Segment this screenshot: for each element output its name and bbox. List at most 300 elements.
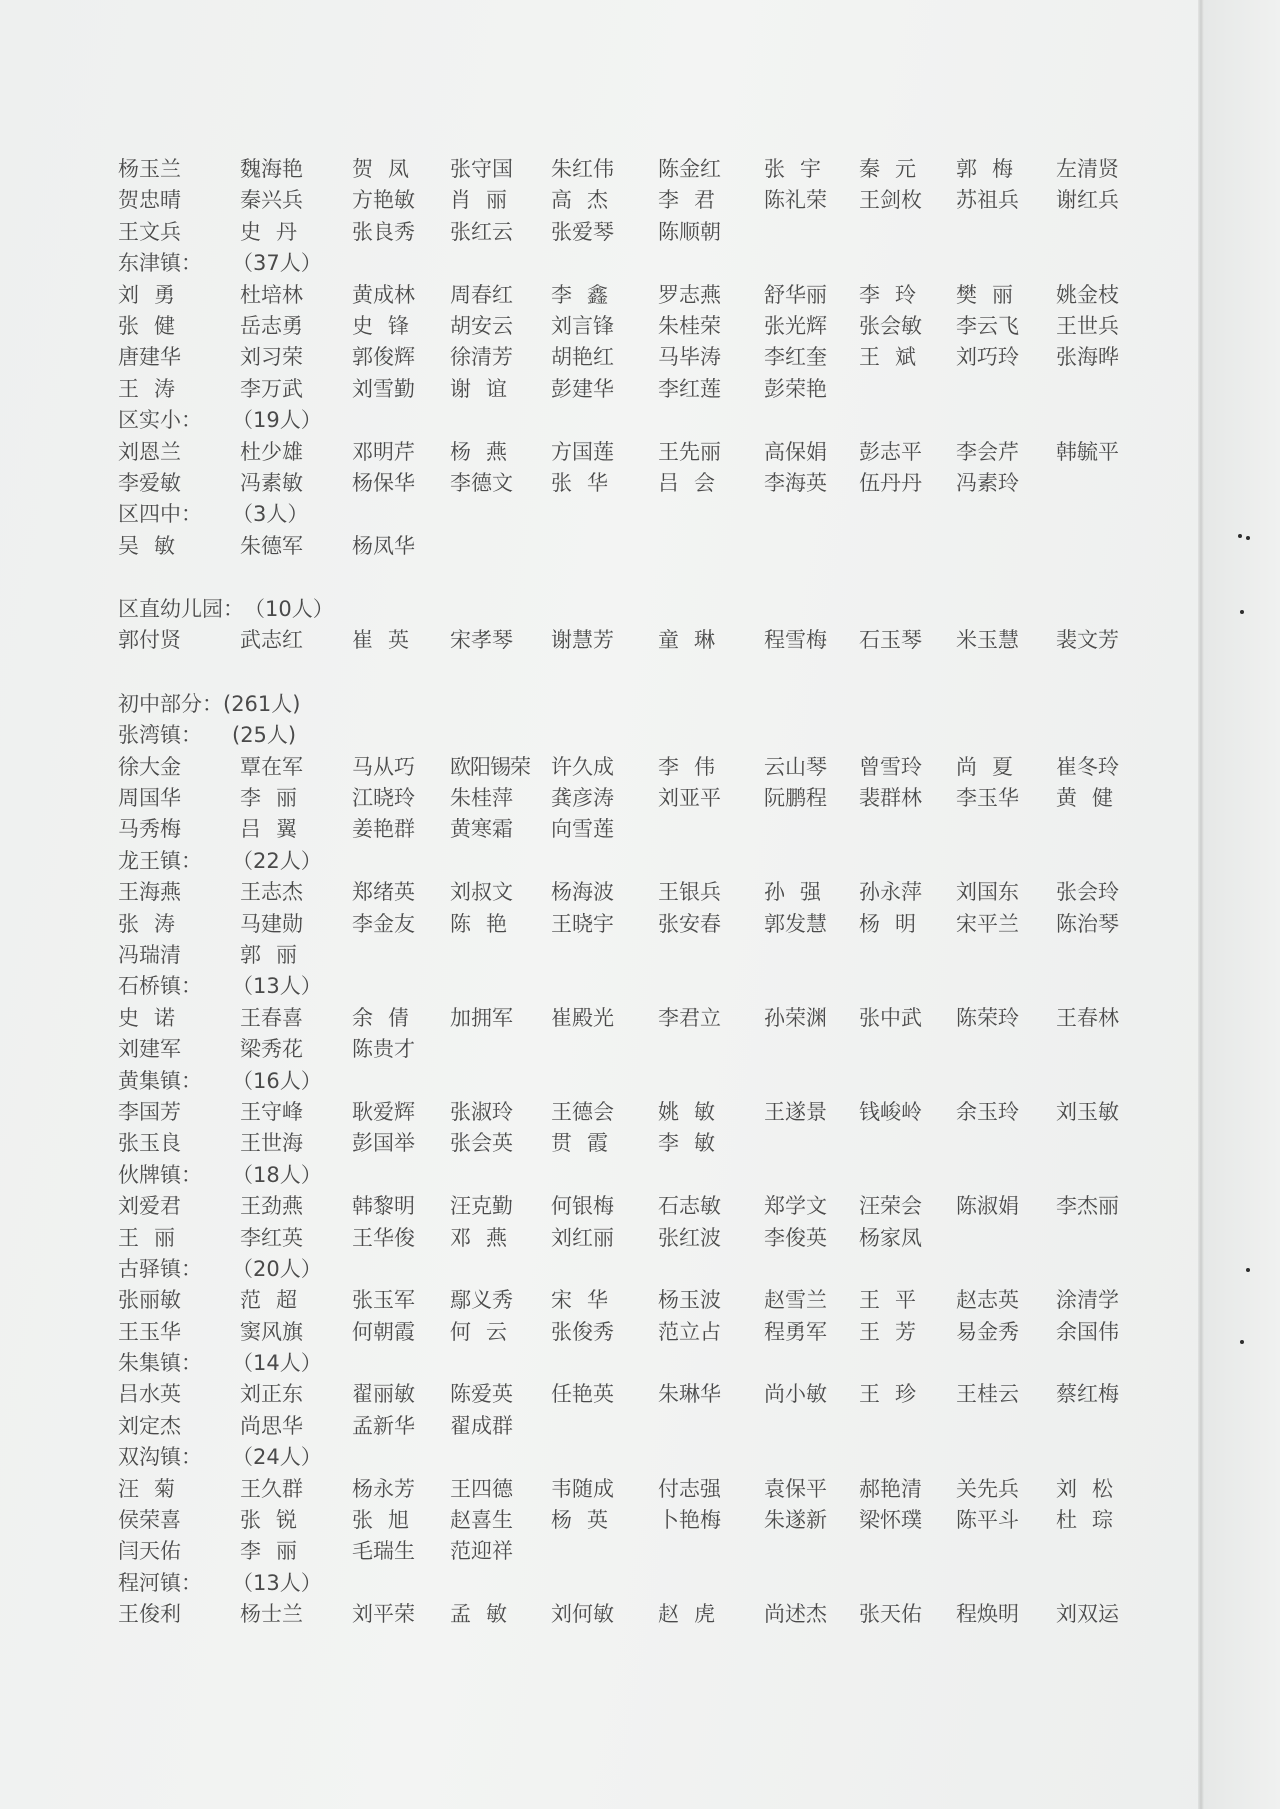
name-cell: 王桂云: [956, 1382, 1019, 1407]
name-cell: 杜少雄: [240, 439, 303, 464]
name-char: 吕: [658, 470, 679, 495]
name-cell: 刘玉敏: [1056, 1099, 1119, 1124]
name-cell: 杨凤华: [352, 533, 415, 558]
name-cell: 侯荣喜: [118, 1508, 181, 1533]
section-title: 区直幼儿园：: [118, 597, 244, 622]
name-cell: 程雪梅: [764, 628, 827, 653]
name-cell: 杨保华: [352, 470, 415, 495]
name-cell: 袁保平: [764, 1476, 827, 1501]
section-header: [118, 1160, 1158, 1191]
name-cell: [240, 1285, 312, 1316]
name-cell: [956, 752, 1028, 783]
section-gap: [118, 657, 1158, 689]
name-cell: [658, 468, 730, 499]
name-cell: 岳志勇: [240, 313, 303, 338]
name-char: 敏: [694, 1099, 715, 1124]
name-char: 珍: [895, 1382, 916, 1407]
name-char: 超: [276, 1288, 297, 1313]
name-char: 李: [859, 282, 880, 307]
name-cell: 尚述杰: [764, 1602, 827, 1627]
section-count: （13人）: [232, 974, 322, 999]
section-gap: [118, 562, 1158, 594]
name-cell: 冯素敏: [240, 470, 303, 495]
section-title: 张湾镇：: [118, 723, 202, 748]
name-row: [118, 1128, 1158, 1159]
name-cell: 姚金枝: [1056, 282, 1119, 307]
name-row: [118, 1411, 1158, 1442]
name-row: [118, 311, 1158, 342]
name-cell: 汪克勤: [450, 1194, 513, 1219]
name-cell: [118, 1474, 190, 1505]
name-cell: [352, 1505, 424, 1536]
name-cell: 崔殿光: [551, 1005, 614, 1030]
name-char: 燕: [486, 439, 507, 464]
section-header: [118, 405, 1158, 436]
name-char: 翼: [276, 817, 297, 842]
name-cell: 徐大金: [118, 754, 181, 779]
name-cell: [240, 783, 312, 814]
name-cell: 翟成群: [450, 1413, 513, 1438]
name-cell: 杨永芳: [352, 1476, 415, 1501]
name-cell: 朱桂荣: [658, 313, 721, 338]
name-char: 郭: [240, 942, 261, 967]
name-cell: 马毕涛: [658, 345, 721, 370]
name-char: 黄: [1056, 786, 1077, 811]
name-char: 王: [859, 345, 880, 370]
name-cell: 李金友: [352, 911, 415, 936]
name-char: 王: [859, 1319, 880, 1344]
name-cell: 米玉慧: [956, 628, 1019, 653]
name-cell: 吕水英: [118, 1382, 181, 1407]
name-cell: 王世兵: [1056, 313, 1119, 338]
section-count: （16人）: [232, 1068, 322, 1093]
name-cell: [118, 531, 190, 562]
name-cell: 郭发慧: [764, 911, 827, 936]
name-char: 张: [240, 1508, 261, 1533]
name-cell: 石玉琴: [859, 628, 922, 653]
name-char: 丽: [276, 942, 297, 967]
section-header: [118, 1254, 1158, 1285]
name-row: [118, 1003, 1158, 1034]
name-cell: 宋孝琴: [450, 628, 513, 653]
name-char: 谊: [486, 376, 507, 401]
name-cell: 郭俊辉: [352, 345, 415, 370]
name-cell: 程焕明: [956, 1602, 1019, 1627]
name-cell: [551, 280, 623, 311]
name-cell: 阮鹏程: [764, 786, 827, 811]
section-header: [118, 1442, 1158, 1473]
name-cell: [118, 280, 190, 311]
name-cell: 赵雪兰: [764, 1288, 827, 1313]
name-cell: 张会敏: [859, 313, 922, 338]
name-cell: 龚彦涛: [551, 786, 614, 811]
name-cell: 张玉军: [352, 1288, 415, 1313]
name-row: [118, 280, 1158, 311]
name-cell: [118, 311, 190, 342]
name-char: 丽: [992, 282, 1013, 307]
name-cell: 王海燕: [118, 880, 181, 905]
name-cell: 许久成: [551, 754, 614, 779]
name-char: 夏: [992, 754, 1013, 779]
name-char: 宇: [800, 157, 821, 181]
name-cell: 陈平斗: [956, 1508, 1019, 1533]
name-cell: 李俊英: [764, 1225, 827, 1250]
name-char: 赵: [658, 1602, 679, 1627]
name-char: 艳: [486, 911, 507, 936]
name-cell: [1056, 1474, 1128, 1505]
name-char: 涛: [154, 376, 175, 401]
name-cell: 何朝霞: [352, 1319, 415, 1344]
name-cell: 易金秀: [956, 1319, 1019, 1344]
name-cell: 石志敏: [658, 1194, 721, 1219]
name-cell: 郑学文: [764, 1194, 827, 1219]
name-char: 张: [352, 1508, 373, 1533]
name-char: 汪: [118, 1476, 139, 1501]
section-header: [118, 1066, 1158, 1097]
name-char: 丽: [154, 1225, 175, 1250]
name-row: [118, 185, 1158, 216]
name-cell: 王春喜: [240, 1005, 303, 1030]
section-title: 初中部分：: [118, 691, 223, 716]
name-cell: 张爱琴: [551, 219, 614, 244]
name-cell: 李君立: [658, 1005, 721, 1030]
name-cell: 王春林: [1056, 1005, 1119, 1030]
name-cell: 欧阳锡荣: [450, 754, 530, 779]
name-cell: 江晓玲: [352, 786, 415, 811]
section-count: （37人）: [232, 251, 322, 276]
name-cell: 杨海波: [551, 880, 614, 905]
name-char: 王: [118, 1225, 139, 1250]
name-char: 秦: [859, 157, 880, 181]
name-cell: 云山琴: [764, 754, 827, 779]
section-header: [118, 846, 1158, 877]
name-cell: 宋平兰: [956, 911, 1019, 936]
name-cell: [240, 1505, 312, 1536]
name-cell: [859, 342, 931, 373]
name-cell: 李国芳: [118, 1099, 181, 1124]
name-cell: 王德会: [551, 1099, 614, 1124]
section-header: [118, 1568, 1158, 1599]
name-cell: 方艳敏: [352, 188, 415, 213]
name-cell: 刘何敏: [551, 1602, 614, 1627]
name-cell: [551, 1128, 623, 1159]
name-cell: 王世海: [240, 1131, 303, 1156]
name-cell: 李红英: [240, 1225, 303, 1250]
name-char: 明: [895, 911, 916, 936]
name-cell: [956, 280, 1028, 311]
name-cell: 梁怀璞: [859, 1508, 922, 1533]
section-count: (261人): [223, 691, 301, 716]
name-cell: [118, 374, 190, 405]
name-cell: [118, 1003, 190, 1034]
name-char: 张: [551, 470, 572, 495]
section-header: [118, 499, 1158, 530]
section-count: （22人）: [232, 848, 322, 873]
name-row: [118, 1379, 1158, 1410]
name-cell: [450, 1599, 522, 1630]
section-count: （10人）: [244, 597, 334, 622]
name-char: 松: [1092, 1476, 1113, 1501]
section-title: 双沟镇：: [118, 1445, 202, 1470]
name-char: 谢: [450, 376, 471, 401]
name-row: [118, 1097, 1158, 1128]
name-cell: 邓明芹: [352, 439, 415, 464]
name-char: 杨: [551, 1508, 572, 1533]
name-row: [118, 1034, 1158, 1065]
name-cell: 刘雪勤: [352, 376, 415, 401]
name-cell: 张会玲: [1056, 880, 1119, 905]
name-cell: 刘正东: [240, 1382, 303, 1407]
name-cell: 高保娟: [764, 439, 827, 464]
speck: [1240, 1340, 1244, 1344]
name-cell: 耿爱辉: [352, 1099, 415, 1124]
name-cell: 苏祖兵: [956, 188, 1019, 213]
name-cell: [352, 154, 424, 185]
page-fold: [1198, 0, 1204, 1809]
name-cell: 张中武: [859, 1005, 922, 1030]
name-cell: [551, 1505, 623, 1536]
name-cell: 秦兴兵: [240, 188, 303, 213]
name-char: 余: [352, 1005, 373, 1030]
name-row: [118, 940, 1158, 971]
name-cell: 刘言锋: [551, 313, 614, 338]
name-char: 李: [658, 188, 679, 213]
name-char: 丽: [276, 786, 297, 811]
name-char: 涛: [154, 911, 175, 936]
name-cell: [240, 217, 312, 248]
name-cell: 张俊秀: [551, 1319, 614, 1344]
name-char: 肖: [450, 188, 471, 213]
speck: [1246, 536, 1250, 540]
name-cell: 钱峻岭: [859, 1099, 922, 1124]
name-char: 孙: [764, 880, 785, 905]
name-cell: 黄成林: [352, 282, 415, 307]
name-char: 会: [694, 470, 715, 495]
name-char: 李: [658, 754, 679, 779]
name-cell: 范立占: [658, 1319, 721, 1344]
name-char: 郭: [956, 157, 977, 181]
name-cell: 蔡红梅: [1056, 1382, 1119, 1407]
name-cell: 朱德军: [240, 533, 303, 558]
name-cell: 王遂景: [764, 1099, 827, 1124]
page-edge: [1204, 0, 1280, 1809]
name-cell: 韦随成: [551, 1476, 614, 1501]
name-cell: 陈贵才: [352, 1037, 415, 1062]
name-cell: 李海英: [764, 470, 827, 495]
name-cell: 杜培林: [240, 282, 303, 307]
name-char: 梅: [992, 157, 1013, 181]
speck: [1246, 1268, 1250, 1272]
name-cell: 梁秀花: [240, 1037, 303, 1062]
section-count: （24人）: [232, 1445, 322, 1470]
name-cell: 刘爱君: [118, 1194, 181, 1219]
section-header: [118, 1348, 1158, 1379]
name-cell: 周春红: [450, 282, 513, 307]
name-char: 孟: [450, 1602, 471, 1627]
name-cell: 王银兵: [658, 880, 721, 905]
name-char: 健: [154, 313, 175, 338]
name-cell: 余玉玲: [956, 1099, 1019, 1124]
name-cell: [551, 185, 623, 216]
name-cell: 窦风旗: [240, 1319, 303, 1344]
section-count: （14人）: [232, 1351, 322, 1376]
section-header: [118, 594, 1158, 625]
name-cell: [352, 625, 424, 656]
name-cell: [658, 1599, 730, 1630]
name-cell: 卜艳梅: [658, 1508, 721, 1533]
name-cell: 冯瑞清: [118, 942, 181, 967]
name-char: 平: [895, 1288, 916, 1313]
section-count: （13人）: [232, 1570, 322, 1595]
name-row: [118, 877, 1158, 908]
name-cell: [658, 1128, 730, 1159]
name-cell: 程勇军: [764, 1319, 827, 1344]
name-cell: 冯素玲: [956, 470, 1019, 495]
name-cell: 崔冬玲: [1056, 754, 1119, 779]
name-char: 斌: [895, 345, 916, 370]
name-char: 史: [240, 219, 261, 244]
name-cell: 杨玉兰: [118, 157, 181, 181]
name-row: [118, 1317, 1158, 1348]
name-cell: [956, 154, 1028, 185]
section-count: （3人）: [232, 502, 309, 527]
name-cell: 尚小敏: [764, 1382, 827, 1407]
section-title: 朱集镇：: [118, 1351, 202, 1376]
name-char: 杨: [450, 439, 471, 464]
name-cell: 李云飞: [956, 313, 1019, 338]
name-char: 王: [859, 1288, 880, 1313]
name-cell: 陈顺朝: [658, 219, 721, 244]
section-title: 古驿镇：: [118, 1256, 202, 1281]
name-cell: 马建勋: [240, 911, 303, 936]
name-row: [118, 814, 1158, 845]
name-cell: 赵喜生: [450, 1508, 513, 1533]
name-cell: 杨家凤: [859, 1225, 922, 1250]
name-char: 李: [240, 1539, 261, 1564]
name-char: 丽: [276, 1539, 297, 1564]
section-title: 区四中：: [118, 502, 202, 527]
name-cell: 李万武: [240, 376, 303, 401]
name-cell: [450, 374, 522, 405]
section-count: （19人）: [232, 408, 322, 433]
name-cell: 张守国: [450, 157, 513, 181]
name-cell: 张红波: [658, 1225, 721, 1250]
name-cell: 余国伟: [1056, 1319, 1119, 1344]
name-char: 王: [859, 1382, 880, 1407]
name-cell: 刘定杰: [118, 1413, 181, 1438]
name-cell: 张淑玲: [450, 1099, 513, 1124]
section-title: 龙王镇：: [118, 848, 202, 873]
section-title: 东津镇：: [118, 251, 202, 276]
name-cell: 郝艳清: [859, 1476, 922, 1501]
section-header: [118, 720, 1158, 751]
name-cell: 朱桂萍: [450, 786, 513, 811]
name-cell: 曾雪玲: [859, 754, 922, 779]
name-char: 元: [895, 157, 916, 181]
name-cell: [450, 185, 522, 216]
name-char: 张: [764, 157, 785, 181]
name-cell: 李玉华: [956, 786, 1019, 811]
name-row: [118, 1599, 1158, 1630]
name-char: 何: [450, 1319, 471, 1344]
name-cell: 李红奎: [764, 345, 827, 370]
name-cell: 王文兵: [118, 219, 181, 244]
name-char: 贯: [551, 1131, 572, 1156]
name-char: 华: [587, 1288, 608, 1313]
name-cell: 罗志燕: [658, 282, 721, 307]
name-cell: 王志杰: [240, 880, 303, 905]
name-cell: [118, 909, 190, 940]
name-row: [118, 531, 1158, 562]
section-title: 黄集镇：: [118, 1068, 202, 1093]
name-cell: 尚思华: [240, 1413, 303, 1438]
name-cell: 韩毓平: [1056, 439, 1119, 464]
name-cell: 刘亚平: [658, 786, 721, 811]
name-cell: 孟新华: [352, 1413, 415, 1438]
name-cell: 向雪莲: [551, 817, 614, 842]
name-char: 诺: [154, 1005, 175, 1030]
name-cell: 王劲燕: [240, 1194, 303, 1219]
name-row: [118, 752, 1158, 783]
name-cell: 朱红伟: [551, 157, 614, 181]
section-count: （18人）: [232, 1162, 322, 1187]
name-cell: 任艳英: [551, 1382, 614, 1407]
name-cell: 谢慧芳: [551, 628, 614, 653]
name-char: 李: [240, 786, 261, 811]
name-row: [118, 217, 1158, 248]
name-row: [118, 1505, 1158, 1536]
name-cell: 魏海艳: [240, 157, 303, 181]
name-char: 伟: [694, 754, 715, 779]
section-header: [118, 971, 1158, 1002]
name-cell: 李杰丽: [1056, 1194, 1119, 1219]
name-char: 君: [694, 188, 715, 213]
name-cell: [859, 280, 931, 311]
name-cell: 张海晔: [1056, 345, 1119, 370]
name-cell: 王久群: [240, 1476, 303, 1501]
section-title: 程河镇：: [118, 1570, 202, 1595]
name-cell: 姜艳群: [352, 817, 415, 842]
name-char: 华: [587, 470, 608, 495]
section-title: 伙牌镇：: [118, 1162, 202, 1187]
name-char: 高: [551, 188, 572, 213]
name-char: 吴: [118, 533, 139, 558]
name-char: 丽: [486, 188, 507, 213]
name-cell: 陈爱英: [450, 1382, 513, 1407]
name-cell: 王华俊: [352, 1225, 415, 1250]
name-char: 敏: [486, 1602, 507, 1627]
name-cell: [240, 1536, 312, 1567]
name-char: 杰: [587, 188, 608, 213]
name-char: 崔: [352, 628, 373, 653]
name-char: 丹: [276, 219, 297, 244]
name-cell: 郑绪英: [352, 880, 415, 905]
name-cell: [352, 1003, 424, 1034]
name-cell: 王俊利: [118, 1602, 181, 1627]
name-cell: 李爱敏: [118, 470, 181, 495]
name-cell: 武志红: [240, 628, 303, 653]
name-cell: 张丽敏: [118, 1288, 181, 1313]
name-cell: 张天佑: [859, 1602, 922, 1627]
name-cell: 何银梅: [551, 1194, 614, 1219]
section-count: (25人): [232, 723, 297, 748]
name-cell: 关先兵: [956, 1476, 1019, 1501]
name-cell: [859, 154, 931, 185]
name-char: 燕: [486, 1225, 507, 1250]
name-cell: 张安春: [658, 911, 721, 936]
name-cell: [450, 909, 522, 940]
name-char: 尚: [956, 754, 977, 779]
